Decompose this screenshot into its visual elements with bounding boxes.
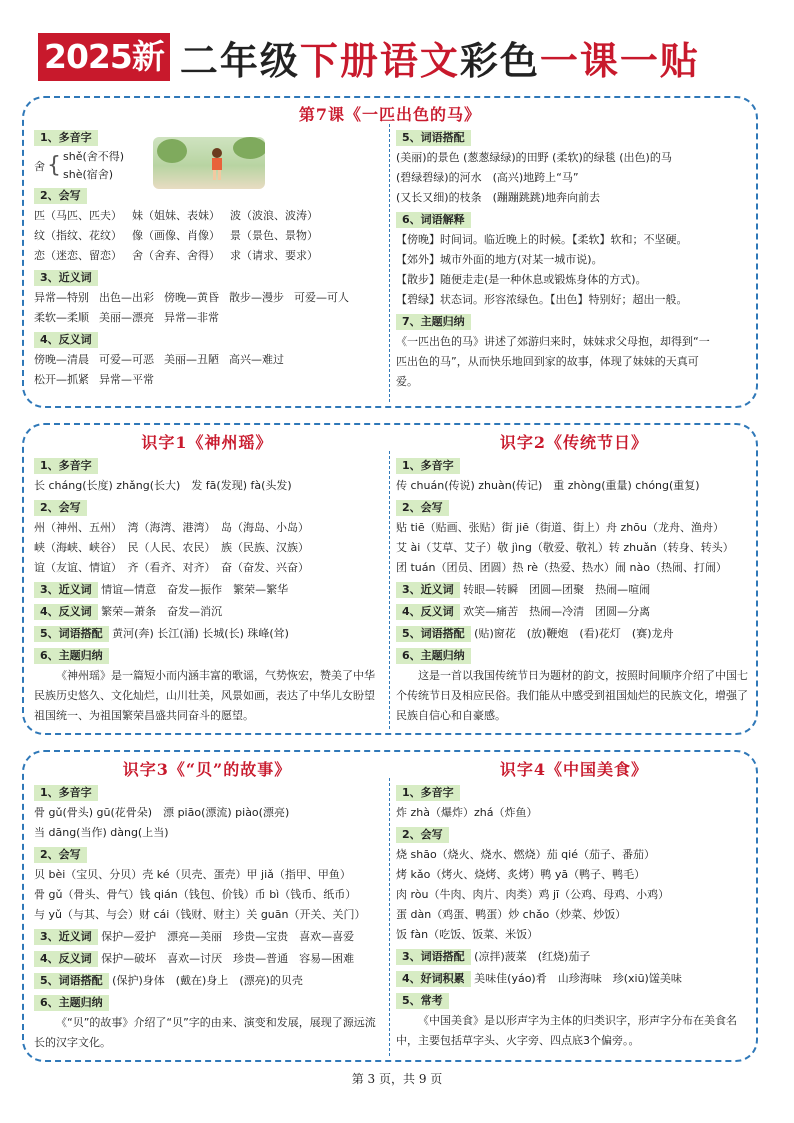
text-row: 【碧绿】状态词。形容浓绿色。【出色】特别好；超出一般。: [396, 293, 688, 306]
shizi3-column: [34, 781, 384, 1053]
word-group: 妹（姐妹、表妹）: [132, 209, 220, 222]
section-heading: 3、词语搭配: [396, 949, 471, 965]
section-row: [396, 602, 748, 622]
section-heading: 5、词语搭配: [396, 626, 471, 642]
text-row: 骨 gǔ(骨头) gū(花骨朵) 漂 piāo(漂流) piào(漂亮): [34, 806, 290, 819]
word-group: 美丽—漂亮: [99, 311, 154, 324]
text-row: 肉 ròu（牛肉、肉片、肉类）鸡 jī（公鸡、母鸡、小鸡）: [396, 888, 670, 901]
section-row: [396, 783, 748, 803]
section-row: [34, 927, 384, 947]
section-row: [34, 949, 384, 969]
text-row: 饭 fàn（吃饭、饭菜、米饭）: [396, 928, 539, 941]
word-group: 纹（指纹、花纹）: [34, 229, 122, 242]
shizi3-title: 识字3《“贝”的故事》: [122, 760, 292, 779]
year-badge: 2025新: [38, 33, 170, 81]
text-row: 州（神州、五州） 湾（海湾、港湾） 岛（海岛、小岛）: [34, 521, 309, 534]
section-heading: 3、近义词: [396, 582, 460, 598]
text-row: 【散步】随便走走(是一种休息或锻炼身体的方式)。: [396, 273, 647, 286]
text-row: 长 cháng(长度) zhǎng(长大) 发 fā(发现) fà(头发): [34, 479, 292, 492]
word-group: 柔软—柔顺: [34, 311, 89, 324]
section-row: [34, 602, 384, 622]
text-row: 传 chuán(传说) zhuàn(传记) 重 zhòng(重量) chóng(重复): [396, 479, 700, 492]
text-row: 与 yǔ（与其、与会）财 cái（钱财、财主）关 guān（开关、关门）: [34, 908, 366, 921]
lesson7-left-column: [34, 126, 384, 390]
section-row: [396, 456, 748, 476]
section-row: [396, 947, 748, 967]
section-heading: 2、会写: [396, 827, 449, 843]
summary-paragraph: 《“贝”的故事》介绍了“贝”字的由来、演变和发展，展现了源远流长的汉字文化。: [34, 1016, 376, 1049]
summary-paragraph: 《神州瑶》是一篇短小而内涵丰富的歌谣，气势恢宏，赞美了中华民族历史悠久、文化灿烂，山川壮美，风景如画，表达了中华儿女盼望祖国统一、为祖国繁荣昌盛共同奋斗的愿望。: [34, 669, 375, 722]
word-group: 波（波浪、波涛）: [230, 209, 318, 222]
section-heading: 2、会写: [34, 847, 87, 863]
polyphone-row: [34, 148, 384, 184]
section-heading: 4、反义词: [34, 951, 98, 967]
page-title: 二年级下册语文彩色一课一贴: [179, 37, 700, 83]
word-group: 可爱—可恶: [99, 353, 154, 366]
section-row: [396, 580, 748, 600]
word-group: 傍晚—清晨: [34, 353, 89, 366]
section-inline-text: 繁荣—萧条 奋发—消沉: [97, 605, 223, 618]
section-row: [396, 991, 748, 1011]
shizi2-column: [396, 454, 748, 726]
word-row: [34, 308, 384, 328]
text-row: (又长又细)的枝条 (蹦蹦跳跳)地奔向前去: [396, 191, 601, 204]
word-group: 傍晚—黄昏: [164, 291, 219, 304]
section-heading: 6、主题归纳: [396, 648, 471, 664]
word-group: 异常—平常: [99, 373, 154, 386]
text-row: 《一匹出色的马》讲述了郊游归来时，妹妹求父母抱，却得到“一: [396, 335, 710, 348]
section-row: [34, 993, 384, 1013]
shizi4-title: 识字4《中国美食》: [499, 760, 649, 779]
section-heading: 1、多音字: [34, 458, 98, 474]
section-heading: 5、词语搭配: [34, 973, 109, 989]
section-row: [34, 330, 384, 350]
word-row: [34, 206, 384, 226]
section-heading: 3、近义词: [34, 582, 98, 598]
section-heading: 1、多音字: [396, 785, 460, 801]
word-group: 美丽—丑陋: [164, 353, 219, 366]
lesson7-right-column: [396, 126, 748, 392]
section-row: [396, 624, 748, 644]
section-heading: 3、近义词: [34, 929, 98, 945]
text-row: 骨 gǔ（骨头、骨气）钱 qián（钱包、价钱）币 bì（钱币、纸币）: [34, 888, 357, 901]
section-row: [34, 971, 384, 991]
reading: shě(舍不得): [63, 150, 125, 163]
text-row: 烤 kǎo（烤火、烧烤、炙烤）鸭 yā（鸭子、鸭毛）: [396, 868, 646, 881]
section-heading: 4、反义词: [34, 604, 98, 620]
section-row: [34, 498, 384, 518]
section-heading: 2、会写: [34, 500, 87, 516]
section-row: [396, 312, 748, 332]
word-group: 舍（舍弃、舍得）: [132, 249, 220, 262]
section-row: [396, 498, 748, 518]
section-row: [34, 456, 384, 476]
text-row: 艾 ài（艾草、艾子）敬 jìng（敬爱、敬礼）转 zhuǎn（转身、转头）: [396, 541, 734, 554]
page-header: [38, 32, 700, 82]
reading: shè(宿舍): [63, 168, 114, 181]
text-row: 蛋 dàn（鸡蛋、鸭蛋）炒 chǎo（炒菜、炒饭）: [396, 908, 627, 921]
word-group: 可爱—可人: [294, 291, 349, 304]
panel-divider: [389, 778, 390, 1056]
word-group: 散步—漫步: [229, 291, 284, 304]
text-row: 谊（友谊、情谊） 齐（看齐、对齐） 奋（奋发、兴奋）: [34, 561, 309, 574]
word-group: 异常—特别: [34, 291, 89, 304]
polyphone-readings: [63, 148, 124, 184]
section-row: [396, 969, 748, 989]
summary-paragraph: 《中国美食》是以形声字为主体的归类识字，形声字分布在美食名中，主要包括草字头、火字旁、四点底3个偏旁。。: [396, 1014, 737, 1047]
shizi4-column: [396, 781, 748, 1051]
section-row: [34, 580, 384, 600]
section-heading: 2、会写: [396, 500, 449, 516]
text-row: 【傍晚】时间词。临近晚上的时候。【柔软】软和；不坚硬。: [396, 233, 688, 246]
section-inline-text: 美味佳(yáo)肴 山珍海味 珍(xiū)馐美味: [470, 972, 682, 985]
section-row: [34, 128, 384, 148]
section-heading: 5、常考: [396, 993, 449, 1009]
section-inline-text: 转眼—转瞬 团圆—团聚 热闹—喧闹: [459, 583, 651, 596]
section-heading: 4、反义词: [34, 332, 98, 348]
panel-divider: [389, 451, 390, 729]
section-heading: 6、主题归纳: [34, 995, 109, 1011]
text-row: 烧 shāo（烧火、烧水、燃烧）茄 qié（茄子、番茄）: [396, 848, 655, 861]
word-row: [34, 288, 384, 308]
text-row: 爱。: [396, 375, 418, 388]
text-row: 炸 zhà（爆炸）zhá（炸鱼）: [396, 806, 538, 819]
section-heading: 1、多音字: [34, 130, 98, 146]
text-row: (美丽)的景色 (葱葱绿绿)的田野 (柔软)的绿毯 (出色)的马: [396, 151, 672, 164]
brace-icon: {: [47, 153, 61, 178]
polyphone-char: 舍: [34, 160, 45, 173]
shizi1-column: [34, 454, 384, 726]
section-row: [34, 845, 384, 865]
section-heading: 1、多音字: [34, 785, 98, 801]
word-group: 异常—非常: [164, 311, 219, 324]
section-heading: 6、主题归纳: [34, 648, 109, 664]
text-row: (碧绿碧绿)的河水 (高兴)地跨上“马”: [396, 171, 579, 184]
word-group: 松开—抓紧: [34, 373, 89, 386]
section-heading: 4、好词积累: [396, 971, 471, 987]
word-group: 匹（马匹、匹夫）: [34, 209, 122, 222]
word-group: 求（请求、要求）: [230, 249, 318, 262]
section-row: [34, 186, 384, 206]
section-row: [396, 128, 748, 148]
section-heading: 2、会写: [34, 188, 87, 204]
text-row: 匹出色的马”，从而快乐地回到家的故事，体现了妹妹的天真可: [396, 355, 699, 368]
text-row: 峡（海峡、峡谷） 民（人民、农民） 族（民族、汉族）: [34, 541, 309, 554]
shizi1-title: 识字1《神州瑶》: [141, 433, 273, 452]
section-inline-text: 保护—爱护 漂亮—美丽 珍贵—宝贵 喜欢—喜爱: [97, 930, 355, 943]
text-row: 【郊外】城市外面的地方(对某一城市说)。: [396, 253, 603, 266]
word-group: 出色—出彩: [99, 291, 154, 304]
lesson7-title: 第7课《一匹出色的马》: [298, 105, 482, 124]
section-heading: 5、词语搭配: [34, 626, 109, 642]
panel-divider: [389, 124, 390, 402]
text-row: 当 dāng(当作) dàng(上当): [34, 826, 169, 839]
section-inline-text: 保护—破坏 喜欢—讨厌 珍贵—普通 容易—困难: [97, 952, 355, 965]
word-group: 高兴—难过: [229, 353, 284, 366]
text-row: 贝 bèi（宝贝、分贝）壳 ké（贝壳、蛋壳）甲 jiǎ（指甲、甲鱼）: [34, 868, 351, 881]
word-group: 恋（迷恋、留恋）: [34, 249, 122, 262]
section-inline-text: 欢笑—痛苦 热闹—冷清 团圆—分离: [459, 605, 651, 618]
section-row: [34, 783, 384, 803]
word-group: 像（画像、肖像）: [132, 229, 220, 242]
section-row: [34, 624, 384, 644]
section-inline-text: 黄河(奔) 长江(涌) 长城(长) 珠峰(耸): [108, 627, 289, 640]
section-inline-text: (贴)窗花 (放)鞭炮 (看)花灯 (赛)龙舟: [470, 627, 674, 640]
section-heading: 3、近义词: [34, 270, 98, 286]
page-footer: 第 3 页，共 9 页: [351, 1072, 443, 1086]
text-row: 贴 tiē（贴画、张贴）街 jiē（街道、街上）舟 zhōu（龙舟、渔舟）: [396, 521, 724, 534]
section-inline-text: (凉拌)菠菜 (红烧)茄子: [470, 950, 591, 963]
word-row: [34, 350, 384, 370]
section-heading: 1、多音字: [396, 458, 460, 474]
shizi2-title: 识字2《传统节日》: [499, 433, 649, 452]
section-inline-text: 情谊—情意 奋发—振作 繁荣—繁华: [97, 583, 289, 596]
section-row: [396, 646, 748, 666]
section-heading: 4、反义词: [396, 604, 460, 620]
section-heading: 5、词语搭配: [396, 130, 471, 146]
section-row: [396, 825, 748, 845]
text-row: 团 tuán（团员、团圆）热 rè（热爱、热水）闹 nào（热闹、打闹）: [396, 561, 727, 574]
section-row: [396, 210, 748, 230]
word-row: [34, 246, 384, 266]
word-row: [34, 226, 384, 246]
section-heading: 7、主题归纳: [396, 314, 471, 330]
section-heading: 6、词语解释: [396, 212, 471, 228]
word-row: [34, 370, 384, 390]
section-row: [34, 646, 384, 666]
section-row: [34, 268, 384, 288]
summary-paragraph: 这是一首以我国传统节日为题材的韵文，按照时间顺序介绍了中国七个传统节日及相应民俗。我们能从中感受到祖国灿烂的民族文化，增强了民族自信心和自豪感。: [396, 669, 748, 722]
word-group: 景（景色、景物）: [230, 229, 318, 242]
section-inline-text: (保护)身体 (戴在)身上 (漂亮)的贝壳: [108, 974, 303, 987]
